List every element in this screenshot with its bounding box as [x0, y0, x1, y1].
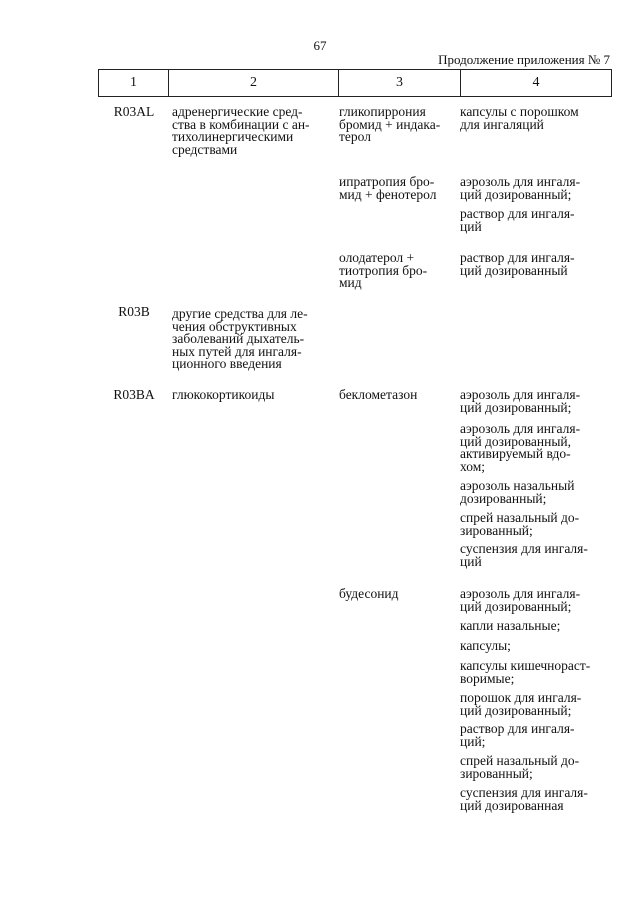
- column-header-1: 1: [99, 70, 169, 96]
- dosage-form: порошок для ингаля- ций дозированный;: [460, 690, 582, 718]
- page-number: 67: [313, 38, 327, 53]
- substance-name: олодатерол + тиотропия бро- мид: [339, 250, 428, 290]
- column-header-2: 2: [169, 70, 339, 96]
- column-header-4: 4: [532, 75, 540, 90]
- dosage-form: суспензия для ингаля- ций дозированная: [460, 785, 588, 813]
- substance-name: беклометазон: [339, 387, 418, 402]
- substance-name: гликопиррония бромид + индака- терол: [339, 104, 441, 144]
- substance-name: ипратропия бро- мид + фенотерол: [339, 174, 437, 202]
- appendix-continuation-header: Продолжение приложения № 7: [438, 52, 610, 67]
- dosage-form: раствор для ингаля- ций;: [460, 721, 575, 749]
- dosage-form: суспензия для ингаля- ций: [460, 541, 588, 569]
- dosage-form: аэрозоль назальный дозированный;: [460, 478, 575, 506]
- drug-group: другие средства для ле- чения обструктивных заболеваний дыхатель- ных путей для ингаля- ционного введения: [172, 306, 308, 371]
- dosage-form: капли назальные;: [460, 618, 561, 633]
- dosage-form: спрей назальный до- зированный;: [460, 753, 580, 781]
- drug-group: глюкокортикоиды: [172, 387, 275, 402]
- dosage-form: спрей назальный до- зированный;: [460, 510, 580, 538]
- atc-code: R03AL: [113, 104, 155, 119]
- dosage-form: раствор для ингаля- ций: [460, 206, 575, 234]
- dosage-form: капсулы;: [460, 638, 511, 653]
- substance-name: будесонид: [339, 586, 399, 601]
- dosage-form: капсулы кишечнораст- воримые;: [460, 658, 591, 686]
- dosage-form: раствор для ингаля- ций дозированный: [460, 250, 575, 278]
- dosage-form: аэрозоль для ингаля- ций дозированный;: [460, 174, 581, 202]
- column-header-3: 3: [339, 70, 461, 96]
- dosage-form: аэрозоль для ингаля- ций дозированный;: [460, 387, 581, 415]
- dosage-form: капсулы с порошком для ингаляций: [460, 104, 579, 132]
- drug-group: адренергические сред- ства в комбинации с ан- тихолинергическими средствами: [172, 104, 310, 157]
- dosage-form: аэрозоль для ингаля- ций дозированный;: [460, 586, 581, 614]
- atc-code: R03BA: [113, 387, 155, 402]
- atc-code: R03B: [118, 304, 150, 319]
- dosage-form: аэрозоль для ингаля- ций дозированный, активируемый вдо- хом;: [460, 421, 581, 474]
- table-column-header-row: [98, 69, 612, 97]
